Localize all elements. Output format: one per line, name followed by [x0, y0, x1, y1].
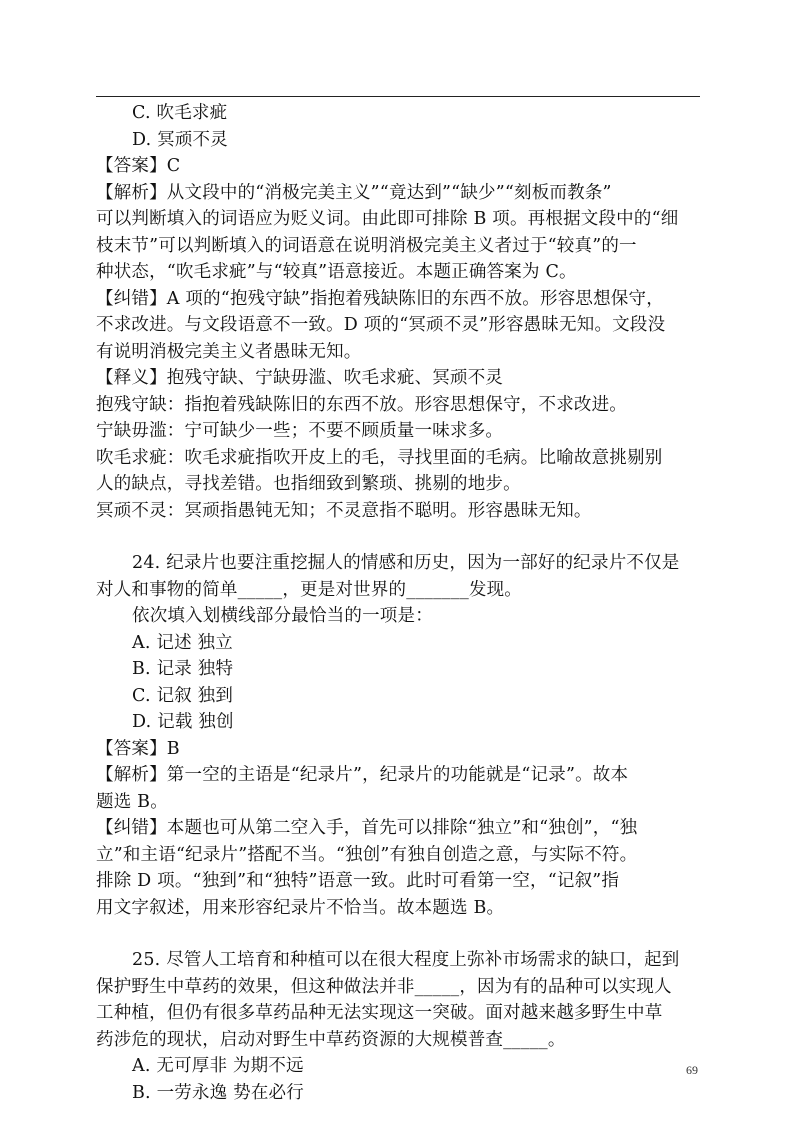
header-rule	[96, 96, 700, 97]
definition-header: 【释义】抱残守缺、宁缺毋滥、吹毛求疵、冥顽不灵	[96, 368, 504, 388]
correction-line: 用文字叙述，用来形容纪录片不恰当。故本题选 B。	[96, 897, 505, 918]
option-a: A. 无可厚非 为期不远	[132, 1056, 304, 1076]
definition-line: 吹毛求疵：吹毛求疵指吹开皮上的毛，寻找里面的毛病。比喻故意挑剔别	[96, 447, 663, 468]
correction-line: 【纠错】A 项的“抱残守缺”指抱着残缺陈旧的东西不放。形容思想保守，	[96, 288, 664, 309]
spacer	[96, 524, 702, 550]
analysis-line: 种状态，“吹毛求疵”与“较真”语意接近。本题正确答案为 C。	[96, 262, 577, 282]
definition-line: 人的缺点，寻找差错。也指细致到繁琐、挑剔的地步。	[96, 474, 521, 494]
correction-line: 排除 D 项。“独到”和“独特”语意一致。此时可看第一空，“记叙”指	[96, 871, 620, 891]
option-d: D. 记载 独创	[132, 712, 234, 732]
analysis-line: 【解析】从文段中的“消极完美主义”“竟达到”“缺少”“刻板而教条”	[96, 182, 612, 203]
correction-line: 不求改进。与文段语意不一致。D 项的“冥顽不灵”形容愚昧无知。文段没	[96, 315, 666, 335]
correction-line: 【纠错】本题也可从第二空入手，首先可以排除“独立”和“独创”，“独	[96, 818, 638, 838]
option-a: A. 记述 独立	[132, 632, 233, 653]
option-c: C. 吹毛求疵	[132, 103, 228, 123]
question-25-stem: 工种植，但仍有很多草药品种无法实现这一突破。面对越来越多野生中草	[96, 1003, 663, 1023]
option-b: B. 记录 独特	[132, 659, 234, 679]
option-d: D. 冥顽不灵	[132, 129, 228, 150]
page-number: 69	[686, 1063, 698, 1077]
question-25-stem: 25. 尽管人工培育和种植可以在很大程度上弥补市场需求的缺口，起到	[132, 950, 680, 970]
correction-line: 立”和主语“纪录片”搭配不当。“独创”有独自创造之意，与实际不符。	[96, 844, 638, 865]
definition-line: 宁缺毋滥：宁可缺少一些；不要不顾质量一味求多。	[96, 421, 504, 441]
option-c: C. 记叙 独到	[132, 685, 234, 706]
question-25-stem: 保护野生中草药的效果，但这种做法并非_____，因为有的品种可以实现人	[96, 976, 672, 997]
question-24-prompt: 依次填入划横线部分最恰当的一项是：	[132, 606, 433, 626]
answer-line: 【答案】C	[96, 156, 181, 176]
question-24-stem: 24. 纪录片也要注重挖掘人的情感和历史，因为一部好的纪录片不仅是	[132, 553, 680, 573]
answer-line: 【答案】B	[96, 738, 180, 759]
question-24-stem: 对人和事物的简单_____，更是对世界的_______发现。	[96, 579, 522, 600]
analysis-line: 题选 B。	[96, 791, 168, 812]
analysis-line: 枝末节”可以判断填入的词语意在说明消极完美主义者过于“较真”的一	[96, 235, 637, 256]
correction-line: 有说明消极完美主义者愚昧无知。	[96, 341, 362, 362]
definition-line: 抱残守缺：指抱着残缺陈旧的东西不放。形容思想保守，不求改进。	[96, 394, 627, 415]
analysis-line: 【解析】第一空的主语是“纪录片”，纪录片的功能就是“记录”。故本	[96, 765, 629, 785]
document-body	[96, 100, 702, 1106]
analysis-line: 可以判断填入的词语应为贬义词。由此即可排除 B 项。再根据文段中的“细	[96, 209, 679, 229]
question-25-stem: 药涉危的现状，启动对野生中草药资源的大规模普查_____。	[96, 1029, 566, 1050]
definition-line: 冥顽不灵：冥顽指愚钝无知；不灵意指不聪明。形容愚昧无知。	[96, 500, 592, 521]
spacer	[96, 921, 702, 947]
option-b: B. 一劳永逸 势在必行	[132, 1082, 304, 1103]
